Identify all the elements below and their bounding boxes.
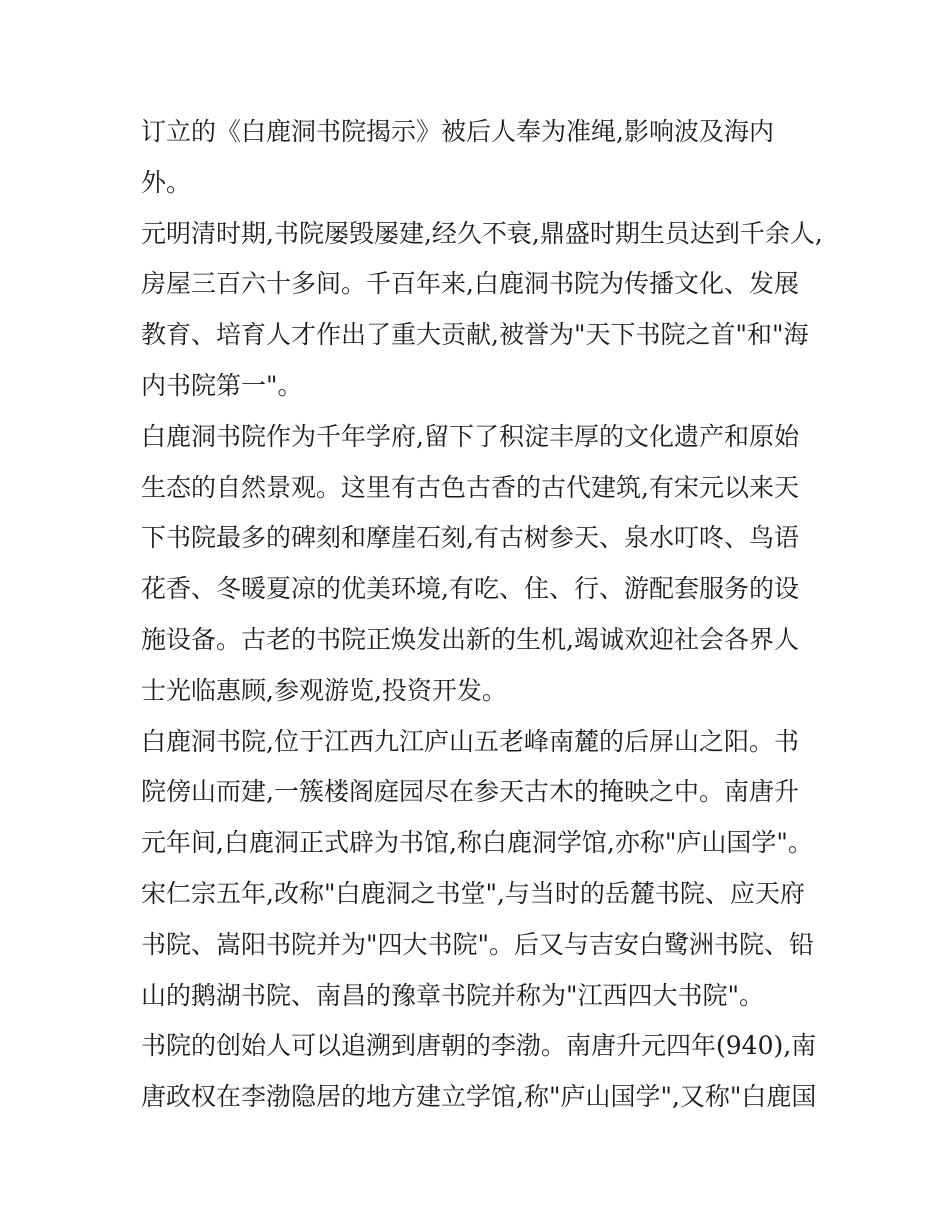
text-line: 外。 <box>141 167 192 197</box>
text-line: 宋仁宗五年,改称"白鹿洞之书堂",与当时的岳麓书院、应天府 <box>141 878 805 908</box>
text-line: 房屋三百六十多间。千百年来,白鹿洞书院为传播文化、发展 <box>141 269 799 299</box>
text-line: 山的鹅湖书院、南昌的豫章书院并称为"江西四大书院"。 <box>141 980 765 1010</box>
text-line: 书院的创始人可以追溯到唐朝的李渤。南唐升元四年(940),南 <box>141 1031 817 1061</box>
text-line: 白鹿洞书院,位于江西九江庐山五老峰南麓的后屏山之阳。书 <box>141 726 799 756</box>
text-line: 元年间,白鹿洞正式辟为书馆,称白鹿洞学馆,亦称"庐山国学"。 <box>141 828 813 858</box>
text-line: 内书院第一"。 <box>141 370 303 400</box>
body-text <box>141 107 821 1123</box>
text-line: 下书院最多的碑刻和摩崖石刻,有古树参天、泉水叮咚、鸟语 <box>141 523 799 553</box>
text-line: 元明清时期,书院屡毁屡建,经久不衰,鼎盛时期生员达到千余人, <box>141 218 823 248</box>
text-line: 教育、培育人才作出了重大贡献,被誉为"天下书院之首"和"海 <box>141 320 809 350</box>
text-line: 白鹿洞书院作为千年学府,留下了积淀丰厚的文化遗产和原始 <box>141 421 799 451</box>
text-line: 订立的《白鹿洞书院揭示》被后人奉为准绳,影响波及海内 <box>141 117 774 146</box>
text-line: 施设备。古老的书院正焕发出新的生机,竭诚欢迎社会各界人 <box>141 624 799 654</box>
text-line: 书院、嵩阳书院并为"四大书院"。后又与吉安白鹭洲书院、铅 <box>141 929 815 959</box>
text-line: 士光临惠顾,参观游览,投资开发。 <box>141 675 507 705</box>
text-line: 院傍山而建,一簇楼阁庭园尽在参天古木的掩映之中。南唐升 <box>141 777 799 807</box>
text-line: 花香、冬暖夏凉的优美环境,有吃、住、行、游配套服务的设 <box>141 574 799 604</box>
text-line: 唐政权在李渤隐居的地方建立学馆,称"庐山国学",又称"白鹿国 <box>141 1082 817 1112</box>
text-line: 生态的自然景观。这里有古色古香的古代建筑,有宋元以来天 <box>141 472 799 502</box>
